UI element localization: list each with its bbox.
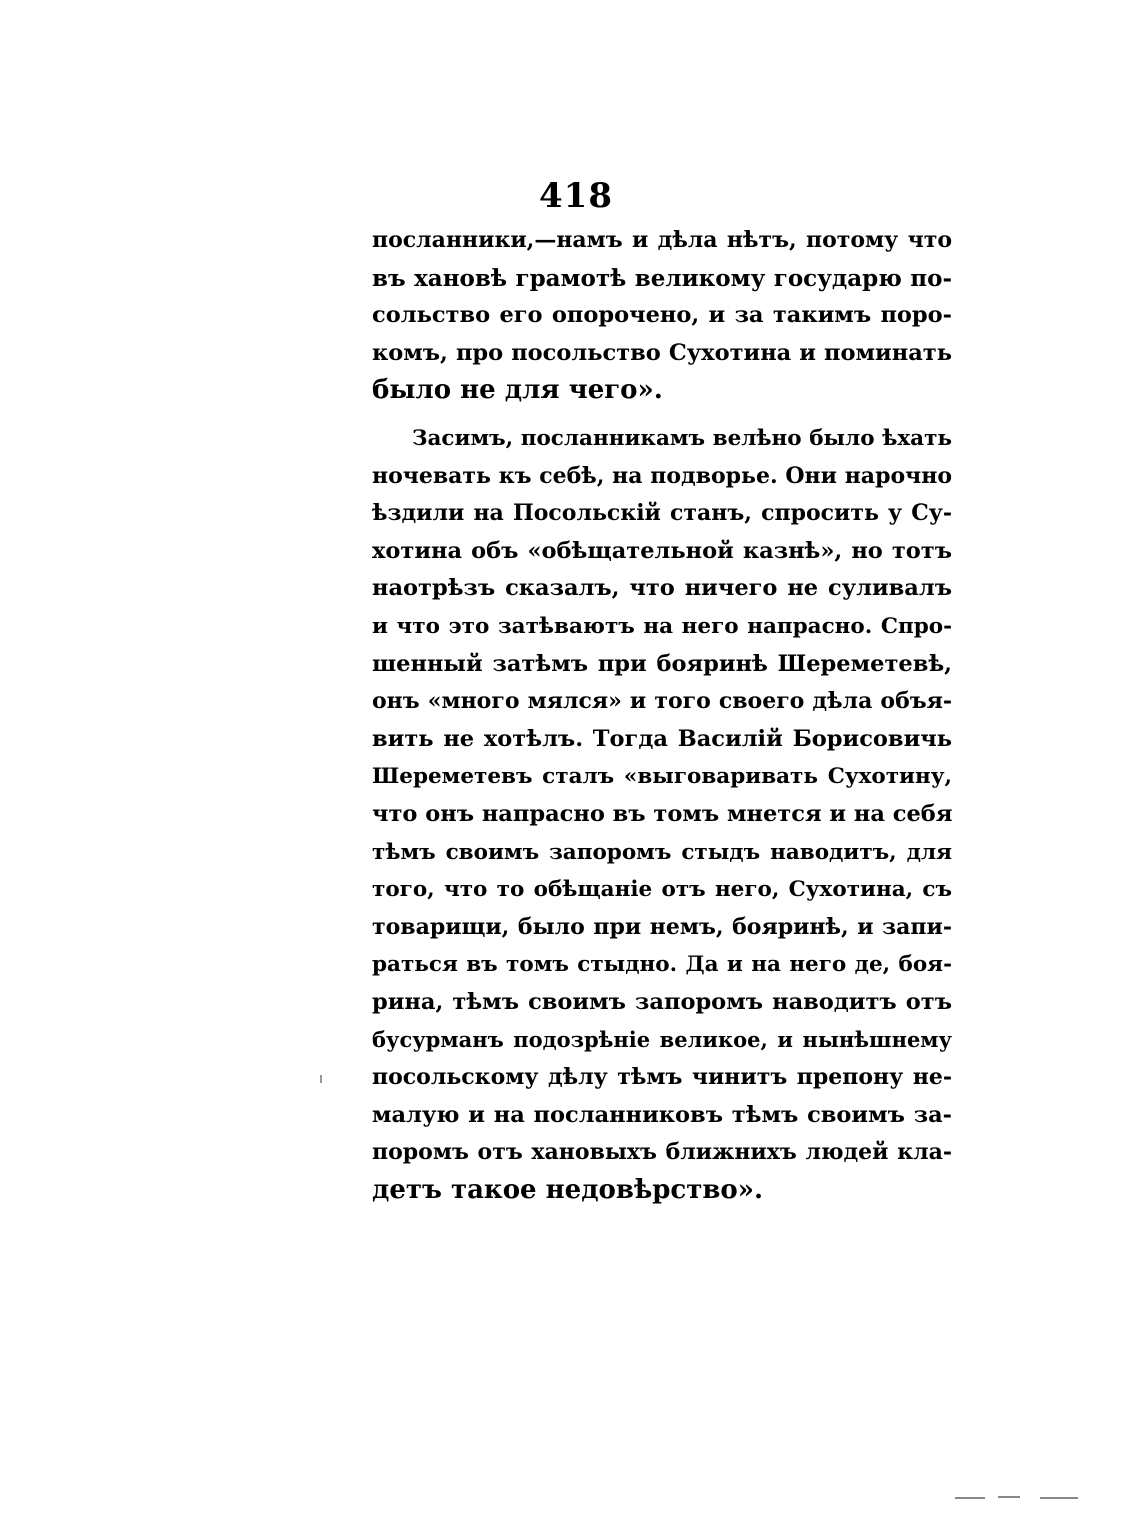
scan-artifact (320, 1075, 322, 1083)
scan-artifact (955, 1497, 985, 1499)
text-line: Шереметевъ сталъ «выговаривать Сухотину, (372, 764, 952, 790)
text-line: бусурманъ подозрѣніе великое, и нынѣшнему (372, 1027, 952, 1053)
text-line: поромъ отъ хановыхъ ближнихъ людей кла- (372, 1139, 952, 1166)
paragraph-2 (372, 420, 952, 1209)
text-line: сольство его опорочено, и за такимъ поро- (372, 302, 952, 329)
text-line: и что это затѣваютъ на него напрасно. Спро- (372, 613, 952, 639)
text-line: комъ, про посольство Сухотина и поминать (372, 339, 952, 366)
text-line: наотрѣзъ сказалъ, что ничего не суливалъ (372, 575, 952, 602)
text-line: ночевать къ себѣ, на подворье. Они нарочно (372, 462, 952, 489)
body-text (372, 222, 952, 1209)
text-line: было не для чего». (372, 375, 663, 406)
paragraph-1 (372, 222, 952, 410)
text-line: посольскому дѣлу тѣмъ чинитъ препону не- (372, 1064, 952, 1091)
text-line: что онъ напрасно въ томъ мнется и на себя (372, 800, 953, 827)
scan-artifact (998, 1496, 1020, 1498)
page-number: 418 (539, 176, 613, 216)
text-line: онъ «много мялся» и того своего дѣла объя- (372, 688, 952, 715)
text-line: Засимъ, посланникамъ велѣно было ѣхать (412, 425, 952, 451)
text-line: малую и на посланниковъ тѣмъ своимъ за- (372, 1101, 952, 1128)
text-line: тѣмъ своимъ запоромъ стыдъ наводитъ, для (372, 839, 952, 865)
scan-artifact (1040, 1497, 1078, 1499)
text-line: товарищи, было при немъ, бояринѣ, и запи- (372, 913, 952, 940)
text-line: раться въ томъ стыдно. Да и на него де, боя- (372, 952, 952, 978)
text-line: въ хановѣ грамотѣ великому государю по- (372, 264, 952, 292)
text-line: шенный затѣмъ при бояринѣ Шереметевѣ, (372, 650, 952, 677)
paragraph-gap (372, 410, 952, 420)
text-line: хотина объ «обѣщательной казнѣ», но тотъ (372, 537, 952, 564)
text-line: рина, тѣмъ своимъ запоромъ наводитъ отъ (372, 988, 952, 1015)
text-line: вить не хотѣлъ. Тогда Василій Борисовичь (372, 725, 952, 752)
text-line: посланники,—намъ и дѣла нѣтъ, потому что (372, 227, 952, 253)
text-line: детъ такое недовѣрство». (372, 1174, 764, 1205)
text-line: того, что то обѣщаніе отъ него, Сухотина, съ (372, 877, 952, 903)
text-line: ѣздили на Посольскій станъ, спросить у Су- (372, 500, 952, 527)
